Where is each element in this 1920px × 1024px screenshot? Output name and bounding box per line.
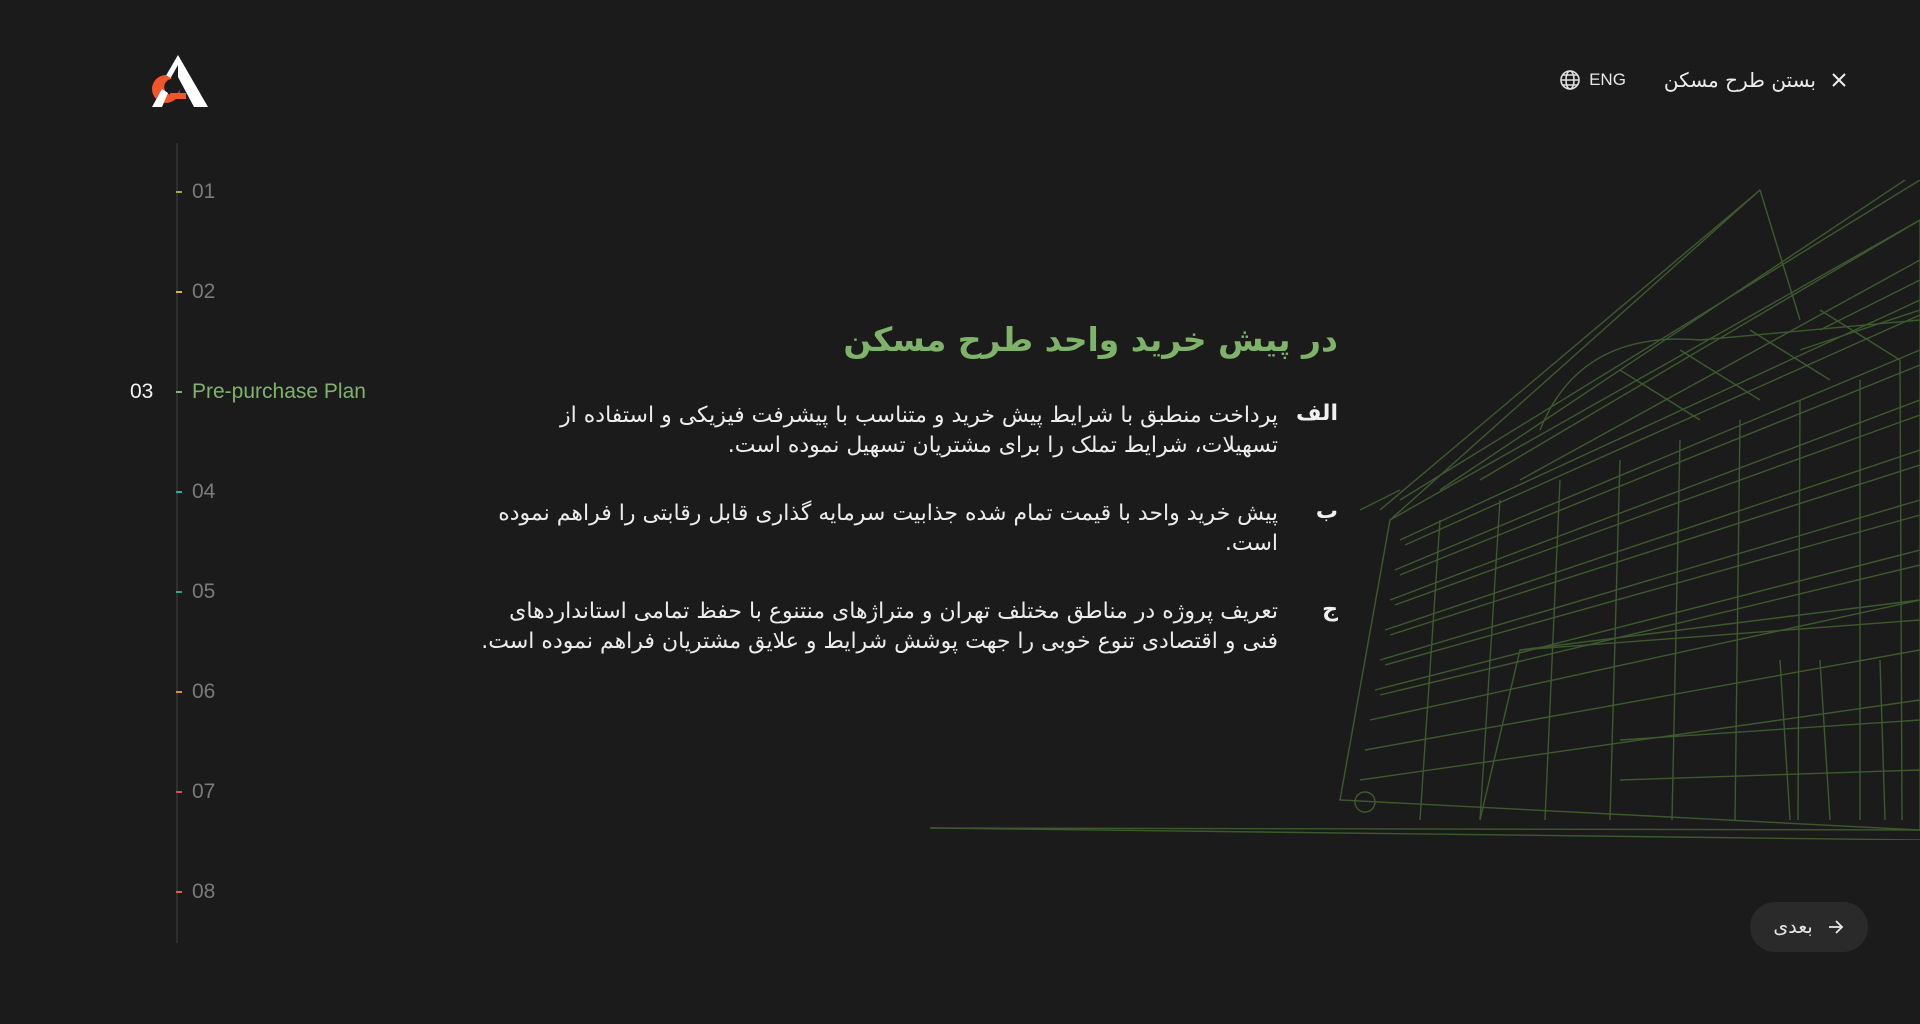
step-item[interactable]	[0, 680, 400, 704]
item-marker: ج	[1322, 597, 1338, 622]
step-item[interactable]	[0, 280, 400, 304]
step-item[interactable]	[0, 580, 400, 604]
step-tick	[176, 291, 182, 293]
close-icon	[1830, 71, 1848, 89]
current-step-number: 03	[130, 380, 154, 403]
language-switch[interactable]	[1559, 69, 1626, 91]
step-label: 06	[192, 680, 216, 703]
next-label: بعدی	[1773, 916, 1813, 938]
step-tick	[176, 491, 182, 493]
step-tick	[176, 391, 182, 393]
step-label: Pre-purchase Plan	[192, 380, 366, 403]
step-tick	[176, 691, 182, 693]
step-tick	[176, 591, 182, 593]
next-button[interactable]	[1750, 902, 1868, 952]
language-label: ENG	[1589, 70, 1626, 89]
top-bar	[1559, 68, 1848, 92]
close-plan-button[interactable]	[1664, 68, 1848, 92]
main-content	[470, 320, 1338, 695]
step-label: 08	[192, 880, 216, 903]
step-item[interactable]	[0, 380, 400, 404]
list-item	[470, 597, 1338, 657]
step-label: 04	[192, 480, 216, 503]
step-item[interactable]	[0, 480, 400, 504]
step-label: 02	[192, 280, 216, 303]
item-text: پرداخت منطبق با شرایط پیش خرید و متناسب با پیشرفت فیزیکی و استفاده از تسهیلات، شرایط تملک را برای مشتریان تسهیل نموده است.	[560, 403, 1278, 458]
step-item[interactable]	[0, 180, 400, 204]
close-plan-label: بستن طرح مسکن	[1663, 68, 1816, 92]
step-tick	[176, 191, 182, 193]
item-marker: ب	[1315, 499, 1338, 524]
step-label: 01	[192, 180, 216, 203]
step-label: 05	[192, 580, 216, 603]
page-title: در پیش خرید واحد طرح مسکن	[843, 320, 1338, 359]
brand-logo[interactable]	[150, 55, 208, 107]
item-text: پیش خرید واحد با قیمت تمام شده جذابیت سرمایه گذاری قابل رقابتی را فراهم نموده است.	[498, 501, 1278, 556]
list-item	[470, 401, 1338, 461]
step-tick	[176, 791, 182, 793]
step-item[interactable]	[0, 880, 400, 904]
step-item[interactable]	[0, 780, 400, 804]
list-item	[470, 499, 1338, 559]
globe-icon	[1559, 69, 1581, 91]
step-rail	[176, 143, 178, 943]
arrow-right-icon	[1827, 919, 1845, 935]
step-label: 07	[192, 780, 216, 803]
step-tick	[176, 891, 182, 893]
item-text: تعریف پروژه در مناطق مختلف تهران و متراژهای منتنوع با حفظ تمامی استانداردهای فنی و اقتصادی تنوع خوبی را جهت پوشش شرایط و علایق مشتریان فراهم نموده است.	[481, 599, 1278, 654]
item-marker: الف	[1295, 401, 1338, 426]
